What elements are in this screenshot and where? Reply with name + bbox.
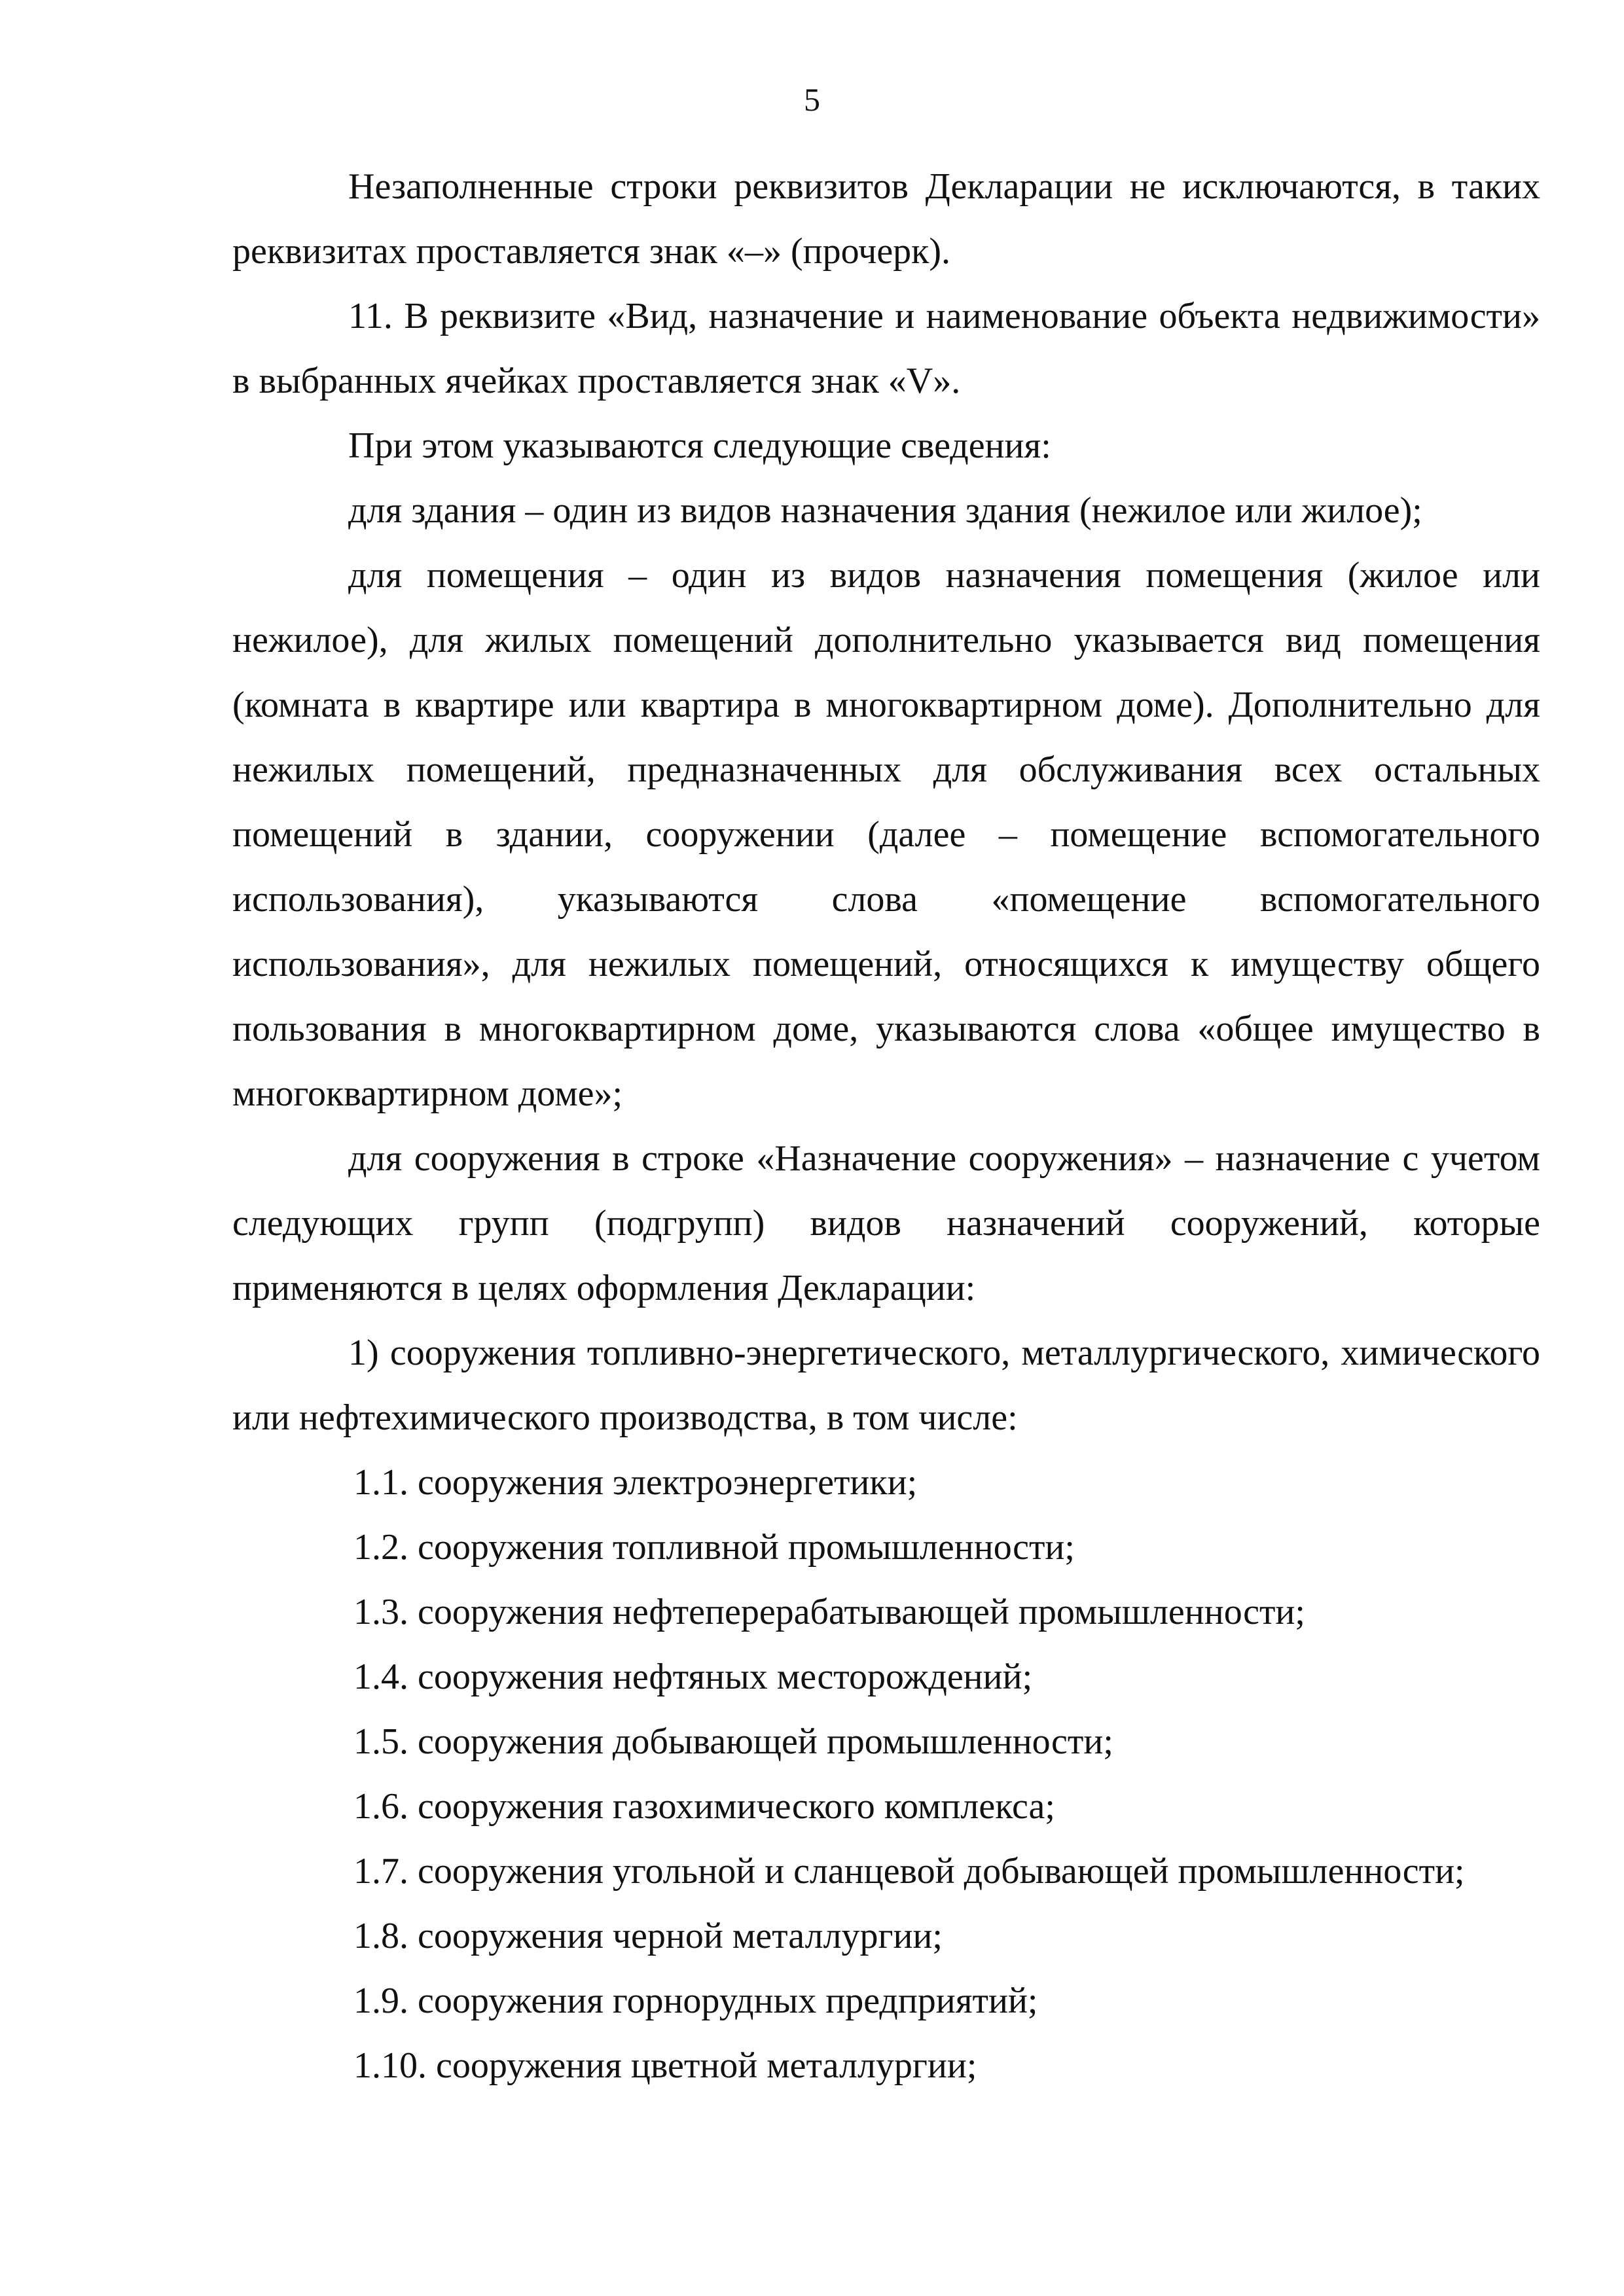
list-item-1-1: 1.1. сооружения электроэнергетики; bbox=[353, 1462, 918, 1503]
paragraph-building: для здания – один из видов назначения здания (нежилое или жилое); bbox=[348, 490, 1422, 531]
paragraph-group-1: 1) сооружения топливно-энергетического, металлургического, химического или нефтехимического производства, в том числе: bbox=[232, 1333, 1540, 1438]
list-item-1-2: 1.2. сооружения топливной промышленности; bbox=[353, 1527, 1075, 1568]
paragraph-empty-lines: Незаполненные строки реквизитов Декларации не исключаются, в таких реквизитах проставляется знак «–» (прочерк). bbox=[232, 166, 1540, 272]
list-item-1-3: 1.3. сооружения нефтеперерабатывающей промышленности; bbox=[353, 1592, 1305, 1632]
paragraph-info-intro: При этом указываются следующие сведения: bbox=[348, 425, 1051, 466]
list-item-1-5: 1.5. сооружения добывающей промышленности; bbox=[353, 1721, 1113, 1762]
list-item-1-4: 1.4. сооружения нефтяных месторождений; bbox=[353, 1657, 1033, 1697]
page-number: 5 bbox=[804, 81, 820, 118]
paragraph-item-11: 11. В реквизите «Вид, назначение и наименование объекта недвижимости» в выбранных ячейках проставляется знак «V». bbox=[232, 296, 1540, 401]
list-item-1-8: 1.8. сооружения черной металлургии; bbox=[353, 1916, 943, 1956]
paragraph-structure: для сооружения в строке «Назначение сооружения» – назначение с учетом следующих групп (подгрупп) видов назначений сооружений, которые применяются в целях оформления Декларации: bbox=[232, 1138, 1540, 1308]
list-item-1-10: 1.10. сооружения цветной металлургии; bbox=[353, 2045, 977, 2086]
document-body bbox=[232, 154, 1540, 2098]
paragraph-premises: для помещения – один из видов назначения помещения (жилое или нежилое), для жилых помещений дополнительно указывается вид помещения (комната в квартире или квартира в многоквартирном доме). Дополнительно для нежилых помещений, предназначенных для обслуживания всех остальных помещений в здании, сооружении (далее – помещение вспомогательного использования), указываются слова «помещение вспомогательного использования», для нежилых помещений, относящихся к имуществу общего пользования в многоквартирном доме, указываются слова «общее имущество в многоквартирном доме»; bbox=[232, 555, 1540, 1114]
list-item-1-7: 1.7. сооружения угольной и сланцевой добывающей промышленности; bbox=[353, 1851, 1465, 1892]
list-item-1-9: 1.9. сооружения горнорудных предприятий; bbox=[353, 1981, 1038, 2021]
list-item-1-6: 1.6. сооружения газохимического комплекса; bbox=[353, 1786, 1055, 1827]
